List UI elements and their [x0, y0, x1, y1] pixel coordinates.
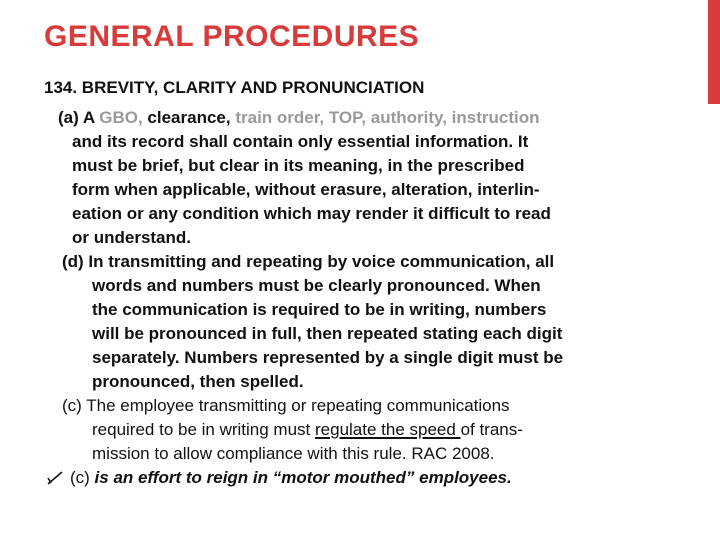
para-a-line-4: form when applicable, without erasure, alteration, interlin- [72, 180, 540, 199]
page-title: GENERAL PROCEDURES [44, 20, 420, 53]
terms-list: train order, TOP, authority, instruction [230, 108, 540, 127]
section-heading: 134. BREVITY, CLARITY AND PRONUNCIATION [44, 78, 425, 97]
para-d-line-1: (d) In transmitting and repeating by voice communication, all [62, 252, 555, 271]
term-clearance: clearance, [142, 108, 231, 127]
para-a-line-5: eation or any condition which may render it difficult to read [72, 204, 551, 223]
para-d-line-4: will be pronounced in full, then repeated stating each digit [92, 324, 563, 343]
para-d-line-6: pronounced, then spelled. [92, 372, 304, 391]
para-c-line-1: (c) The employee transmitting or repeating communications [62, 396, 510, 415]
para-c-line-2-start: required to be in writing must [92, 420, 315, 439]
note-prefix: (c) [70, 468, 95, 487]
underlined-phrase: regulate the speed [315, 420, 461, 439]
note-text: is an effort to reign in “motor mouthed” employees. [94, 468, 512, 487]
para-d-line-2: words and numbers must be clearly pronounced. When [92, 276, 541, 295]
para-d-line-3: the communication is required to be in writing, numbers [92, 300, 547, 319]
para-c-line-3: mission to allow compliance with this rule. RAC 2008. [92, 444, 495, 463]
para-a-line-1 [58, 108, 540, 128]
accent-bar [708, 0, 720, 104]
checkmark-bullet-icon [46, 468, 64, 488]
term-gbo: GBO, [99, 108, 143, 127]
para-a-lead: (a) A [58, 108, 100, 127]
para-d-line-5: separately. Numbers represented by a single digit must be [92, 348, 564, 367]
note-line [70, 468, 512, 488]
para-a-line-3: must be brief, but clear in its meaning, in the prescribed [72, 156, 525, 175]
para-c-line-2-end: of trans- [460, 420, 523, 439]
para-c-line-2 [92, 420, 523, 440]
para-a-line-2: and its record shall contain only essential information. It [72, 132, 529, 151]
para-a-line-6: or understand. [72, 228, 192, 247]
